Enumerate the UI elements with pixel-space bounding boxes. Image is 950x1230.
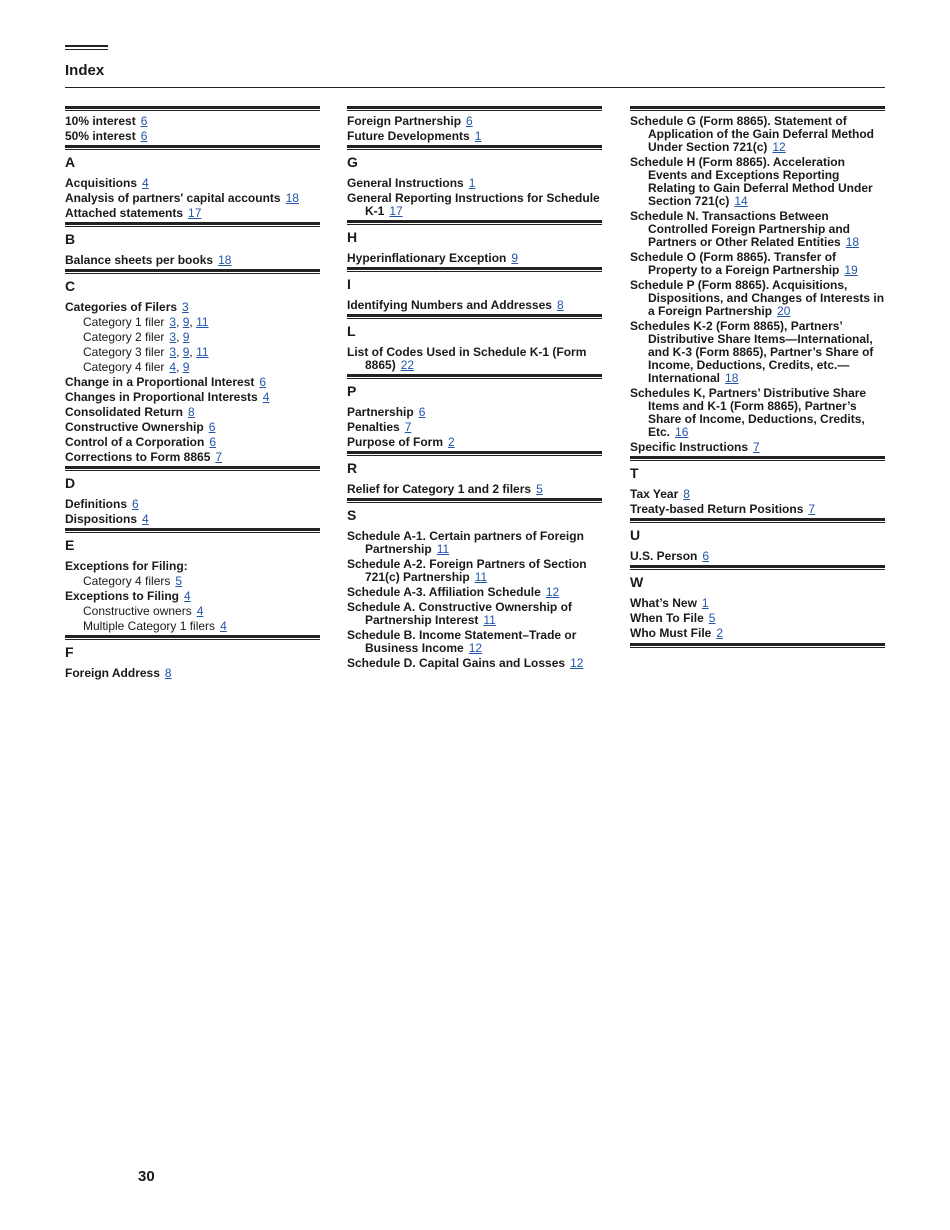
section-letter: B — [65, 231, 76, 247]
section-rule — [630, 518, 885, 523]
index-entry — [65, 391, 320, 404]
page-link[interactable]: 2 — [716, 626, 724, 640]
page-link[interactable]: 4 — [142, 176, 149, 190]
index-entry — [347, 657, 602, 670]
section-rule — [65, 222, 320, 227]
page-refs — [511, 251, 518, 265]
page-link[interactable]: 6 — [418, 405, 426, 419]
page-refs: 3, 9, 11 — [169, 315, 209, 329]
page-refs — [209, 420, 216, 434]
index-entry — [65, 436, 320, 449]
entry-text: Schedule P (Form 8865). Acquisitions, Dispositions, and Changes of Interests in a Foreign Partnership — [630, 278, 885, 318]
index-entry — [65, 513, 320, 526]
page-link[interactable]: 8 — [188, 405, 195, 419]
index-entry — [630, 488, 885, 501]
index-entry — [65, 421, 320, 434]
entry-text: 50% interest — [65, 129, 136, 143]
section-rule — [630, 106, 885, 111]
index-section-p — [347, 374, 602, 449]
page-refs — [725, 371, 738, 385]
page-refs — [777, 304, 790, 318]
index-entry — [65, 590, 320, 603]
page-refs — [702, 596, 709, 610]
top-decorative-rule — [65, 45, 108, 50]
page-refs — [182, 300, 189, 314]
section-rule — [630, 565, 885, 570]
index-subentry — [65, 346, 320, 359]
index-section-f — [65, 635, 320, 680]
section-rule — [65, 528, 320, 533]
page-link[interactable]: 7 — [404, 420, 412, 434]
page-refs — [141, 114, 148, 128]
index-entry — [347, 177, 602, 190]
page-link[interactable]: 2 — [448, 435, 455, 449]
index-entry — [630, 503, 885, 516]
index-entry — [65, 667, 320, 680]
page-refs — [401, 358, 414, 372]
page-refs — [466, 114, 473, 128]
index-entry — [630, 279, 885, 318]
index-section-i — [347, 267, 602, 312]
entry-text: Constructive owners — [83, 604, 192, 618]
entry-text: Foreign Partnership — [347, 114, 462, 128]
entry-text: Changes in Proportional Interests — [65, 390, 258, 404]
page-refs — [142, 176, 149, 190]
page-link[interactable]: 3 — [182, 300, 189, 314]
page-refs — [772, 140, 785, 154]
section-rule — [65, 269, 320, 274]
page-refs — [557, 298, 564, 312]
entry-text: Schedule A-1. Certain partners of Foreign Partnership — [347, 529, 584, 556]
index-entry — [65, 301, 320, 314]
index-entry — [630, 115, 885, 154]
entry-text: U.S. Person — [630, 549, 698, 563]
section-letter: H — [347, 229, 358, 245]
index-entry — [630, 612, 885, 625]
page-refs — [218, 253, 231, 267]
index-column-3 — [630, 106, 885, 648]
page-refs — [175, 574, 182, 588]
page-refs — [184, 589, 191, 603]
page-link[interactable]: 3 — [169, 315, 177, 329]
index-subentry — [65, 575, 320, 588]
entry-text: Schedule O (Form 8865). Transfer of Property to a Foreign Partnership — [630, 250, 840, 277]
entry-text: Treaty-based Return Positions — [630, 502, 804, 516]
page-link[interactable]: 12 — [468, 641, 483, 655]
page-link[interactable]: 16 — [675, 425, 689, 439]
page-link[interactable]: 22 — [400, 358, 415, 372]
index-section-a — [65, 145, 320, 220]
page-link[interactable]: 11 — [436, 542, 450, 556]
index-entry — [65, 177, 320, 190]
page-link[interactable]: 4 — [169, 360, 177, 374]
page-refs — [546, 585, 559, 599]
page-link[interactable]: 7 — [753, 440, 760, 454]
index-section-h — [347, 220, 602, 265]
section-letter: U — [630, 527, 641, 543]
entry-text: Exceptions for Filing: — [65, 559, 188, 573]
page-refs — [209, 435, 216, 449]
entry-text: Specific Instructions — [630, 440, 749, 454]
page-link[interactable]: 6 — [140, 114, 148, 128]
section-letter: I — [347, 276, 351, 292]
page-link[interactable]: 8 — [164, 666, 172, 680]
entry-text: Penalties — [347, 420, 400, 434]
index-entry — [630, 156, 885, 208]
page-refs — [165, 666, 172, 680]
entry-text: Categories of Filers — [65, 300, 178, 314]
page-refs — [844, 263, 857, 277]
index-subentry — [65, 316, 320, 329]
page-link[interactable]: 6 — [209, 435, 217, 449]
section-rule — [347, 106, 602, 111]
index-entry — [347, 436, 602, 449]
index-section-u — [630, 518, 885, 563]
page-link[interactable]: 6 — [208, 420, 216, 434]
page-link[interactable]: 11 — [196, 345, 209, 359]
section-rule — [347, 145, 602, 150]
index-entry — [65, 498, 320, 511]
index-section-c — [65, 269, 320, 464]
entry-text: Schedules K-2 (Form 8865), Partners’ Distributive Share Items—International, and K-3 (Form 8865), Partner’s Share of Income, Deductions, Credits, etc.—International — [630, 319, 874, 385]
index-entry — [347, 346, 602, 372]
page-link[interactable]: 6 — [702, 549, 710, 563]
index-entry — [347, 252, 602, 265]
entry-text: Analysis of partners' capital accounts — [65, 191, 281, 205]
section-rule — [65, 145, 320, 150]
entry-text: Identifying Numbers and Addresses — [347, 298, 552, 312]
page-link[interactable]: 4 — [196, 604, 204, 618]
index-entry — [65, 254, 320, 267]
page-refs: 3, 9 — [169, 330, 190, 344]
page-refs — [188, 206, 201, 220]
page-link[interactable]: 6 — [259, 375, 267, 389]
entry-text: General Instructions — [347, 176, 464, 190]
entry-text: Category 4 filer — [83, 360, 165, 374]
page-link[interactable]: 4 — [262, 390, 270, 404]
entry-text: Foreign Address — [65, 666, 160, 680]
index-subentry — [65, 361, 320, 374]
page-refs — [220, 619, 227, 633]
page-link[interactable]: 1 — [701, 596, 709, 610]
index-entry — [630, 320, 885, 385]
section-rule — [65, 635, 320, 640]
page-link[interactable]: 5 — [536, 482, 543, 496]
entry-text: Schedule A. Constructive Ownership of Partnership Interest — [347, 600, 572, 627]
entry-text: Hyperinflationary Exception — [347, 251, 507, 265]
page-link[interactable]: 17 — [188, 206, 202, 220]
index-entry — [630, 210, 885, 249]
page-link[interactable]: 7 — [215, 450, 223, 464]
entry-text: Who Must File — [630, 626, 712, 640]
page-refs — [808, 502, 815, 516]
index-subentry — [65, 331, 320, 344]
page-refs — [132, 497, 139, 511]
page-refs — [702, 549, 709, 563]
section-letter: R — [347, 460, 358, 476]
index-entry — [630, 550, 885, 563]
section-letter: W — [630, 574, 644, 590]
entry-text: Dispositions — [65, 512, 138, 526]
page-link[interactable]: 1 — [468, 176, 476, 190]
page-refs — [753, 440, 760, 454]
section-rule — [347, 314, 602, 319]
page-link[interactable]: 19 — [844, 263, 858, 277]
index-entry — [630, 597, 885, 610]
entry-text: Category 2 filer — [83, 330, 165, 344]
index-entry — [347, 421, 602, 434]
index-section-g — [347, 145, 602, 218]
entry-text: Exceptions to Filing — [65, 589, 180, 603]
index-section — [630, 106, 885, 454]
page-link[interactable]: 8 — [556, 298, 564, 312]
page-refs — [142, 512, 149, 526]
page-refs — [846, 235, 859, 249]
page-link[interactable]: 18 — [285, 191, 299, 205]
section-letter: C — [65, 278, 76, 294]
page-link[interactable]: 5 — [708, 611, 716, 625]
index-section-e — [65, 528, 320, 633]
index-column-1 — [65, 106, 320, 682]
entry-text: Purpose of Form — [347, 435, 444, 449]
page-refs — [215, 450, 222, 464]
entry-text: Multiple Category 1 filers — [83, 619, 216, 633]
page-refs — [141, 129, 148, 143]
section-rule — [630, 456, 885, 461]
index-entry — [65, 451, 320, 464]
index-entry — [347, 130, 602, 143]
page-link[interactable]: 20 — [777, 304, 791, 318]
page-title: Index — [65, 62, 105, 79]
page-link[interactable]: 9 — [182, 315, 190, 329]
index-entry — [347, 586, 602, 599]
entry-text: Balance sheets per books — [65, 253, 214, 267]
page-refs — [286, 191, 299, 205]
entry-text: Category 3 filer — [83, 345, 165, 359]
entry-text: Relief for Category 1 and 2 filers — [347, 482, 532, 496]
entry-text: Definitions — [65, 497, 127, 511]
page-refs — [475, 129, 482, 143]
index-entry — [65, 130, 320, 143]
index-entry — [347, 299, 602, 312]
index-subentry — [65, 605, 320, 618]
entry-text: Schedule D. Capital Gains and Losses — [347, 656, 566, 670]
column-end-rule — [630, 643, 885, 648]
entry-text: Future Developments — [347, 129, 470, 143]
entry-text: Schedule A-2. Foreign Partners of Section 721(c) Partnership — [347, 557, 587, 584]
section-rule — [347, 374, 602, 379]
page-refs — [448, 435, 455, 449]
entry-text: List of Codes Used in Schedule K-1 (Form 8865) — [347, 345, 587, 372]
section-letter: T — [630, 465, 639, 481]
index-entry — [65, 406, 320, 419]
index-entry — [347, 530, 602, 556]
title-rule — [65, 87, 885, 88]
entry-text: Schedule B. Income Statement–Trade or Business Income — [347, 628, 577, 655]
page-link[interactable]: 6 — [132, 497, 139, 511]
page-refs — [405, 420, 412, 434]
page-link[interactable]: 6 — [140, 129, 148, 143]
page-refs — [536, 482, 543, 496]
section-letter: G — [347, 154, 358, 170]
page-link[interactable]: 5 — [175, 574, 183, 588]
index-section-s — [347, 498, 602, 670]
entry-text: General Reporting Instructions for Schedule K-1 — [347, 191, 600, 218]
section-letter: D — [65, 475, 76, 491]
page-number: 30 — [138, 1168, 155, 1185]
page-link[interactable]: 9 — [182, 345, 190, 359]
section-letter: F — [65, 644, 74, 660]
index-entry — [630, 627, 885, 640]
page-link[interactable]: 4 — [220, 619, 227, 633]
index-entry — [630, 251, 885, 277]
index-entry — [347, 558, 602, 584]
page-link[interactable]: 4 — [184, 589, 191, 603]
page-link[interactable]: 9 — [511, 251, 519, 265]
page-link[interactable]: 9 — [182, 360, 190, 374]
entry-text: Schedule H (Form 8865). Acceleration Events and Exceptions Reporting Relating to Gain Deferral Method Under Section 721(c) — [630, 155, 873, 208]
page-refs: 4, 9 — [169, 360, 190, 374]
entry-text: 10% interest — [65, 114, 136, 128]
entry-text: What’s New — [630, 596, 697, 610]
page-link[interactable]: 11 — [483, 613, 496, 627]
index-section-l — [347, 314, 602, 372]
index-subentry — [65, 620, 320, 633]
page-refs — [709, 611, 716, 625]
page-link[interactable]: 7 — [808, 502, 816, 516]
entry-text: Category 1 filer — [83, 315, 165, 329]
page-link[interactable]: 12 — [772, 140, 786, 154]
section-letter: E — [65, 537, 75, 553]
section-rule — [65, 106, 320, 111]
entry-text: Attached statements — [65, 206, 184, 220]
index-entry — [347, 629, 602, 655]
index-section-t — [630, 456, 885, 516]
index-section-d — [65, 466, 320, 526]
page-refs — [716, 626, 723, 640]
entry-text: Partnership — [347, 405, 414, 419]
section-letter: P — [347, 383, 357, 399]
entry-text: Acquisitions — [65, 176, 138, 190]
page-link[interactable]: 1 — [474, 129, 482, 143]
entry-text: Schedule G (Form 8865). Statement of Application of the Gain Deferral Method Under Section 721(c) — [630, 114, 875, 154]
page-refs — [483, 613, 495, 627]
section-letter: S — [347, 507, 357, 523]
page-refs — [469, 176, 476, 190]
index-entry — [347, 115, 602, 128]
index-entry — [630, 441, 885, 454]
page-refs — [263, 390, 270, 404]
page-refs — [570, 656, 583, 670]
entry-text: When To File — [630, 611, 704, 625]
page-refs — [259, 375, 266, 389]
page-refs — [675, 425, 688, 439]
page-refs — [475, 570, 487, 584]
index-section-b — [65, 222, 320, 267]
section-rule — [347, 220, 602, 225]
page-link[interactable]: 18 — [218, 253, 232, 267]
page-link[interactable]: 4 — [142, 512, 149, 526]
index-entry — [65, 115, 320, 128]
entry-text: Tax Year — [630, 487, 679, 501]
page-link[interactable]: 12 — [545, 585, 560, 599]
page-link[interactable]: 11 — [196, 315, 209, 329]
entry-text: Change in a Proportional Interest — [65, 375, 255, 389]
page-link[interactable]: 3 — [169, 330, 177, 344]
entry-text: Constructive Ownership — [65, 420, 204, 434]
page-link[interactable]: 3 — [169, 345, 177, 359]
page-refs — [469, 641, 482, 655]
page-link[interactable]: 14 — [734, 194, 748, 208]
section-rule — [65, 466, 320, 471]
index-entry — [65, 207, 320, 220]
section-rule — [347, 498, 602, 503]
page-link[interactable]: 18 — [845, 235, 860, 249]
page-link[interactable]: 12 — [570, 656, 584, 670]
index-entry — [347, 601, 602, 627]
entry-text: Corrections to Form 8865 — [65, 450, 211, 464]
page-refs — [437, 542, 449, 556]
page-link[interactable]: 17 — [389, 204, 403, 218]
page-link[interactable]: 9 — [182, 330, 190, 344]
section-rule — [347, 451, 602, 456]
page-refs — [419, 405, 426, 419]
entry-text: Schedule N. Transactions Between Controlled Foreign Partnership and Partners or Other Related Entities — [630, 209, 851, 249]
index-section — [347, 106, 602, 143]
entry-text: Category 4 filers — [83, 574, 171, 588]
index-section-r — [347, 451, 602, 496]
index-section — [65, 106, 320, 143]
page-link[interactable]: 6 — [466, 114, 473, 128]
index-entry — [65, 560, 320, 573]
index-entry — [347, 192, 602, 218]
page-link[interactable]: 8 — [683, 487, 690, 501]
section-letter: A — [65, 154, 76, 170]
page-link[interactable]: 11 — [474, 570, 488, 584]
page-refs — [188, 405, 195, 419]
page-refs — [734, 194, 747, 208]
index-entry — [347, 406, 602, 419]
section-rule — [347, 267, 602, 272]
entry-text: Schedule A-3. Affiliation Schedule — [347, 585, 541, 599]
page-refs: 3, 9, 11 — [169, 345, 209, 359]
index-entry — [347, 483, 602, 496]
entry-text: Control of a Corporation — [65, 435, 205, 449]
section-letter: L — [347, 323, 356, 339]
index-entry — [65, 192, 320, 205]
page-refs — [683, 487, 690, 501]
index-section-w — [630, 565, 885, 640]
page-link[interactable]: 18 — [725, 371, 739, 385]
index-column-2 — [347, 106, 602, 672]
index-entry — [630, 387, 885, 439]
entry-text: Schedules K, Partners’ Distributive Share Items and K-1 (Form 8865), Partner’s Share of Income, Deductions, Credits, Etc. — [630, 386, 867, 439]
entry-text: Consolidated Return — [65, 405, 184, 419]
page-refs — [389, 204, 402, 218]
index-entry — [65, 376, 320, 389]
page-refs — [197, 604, 204, 618]
